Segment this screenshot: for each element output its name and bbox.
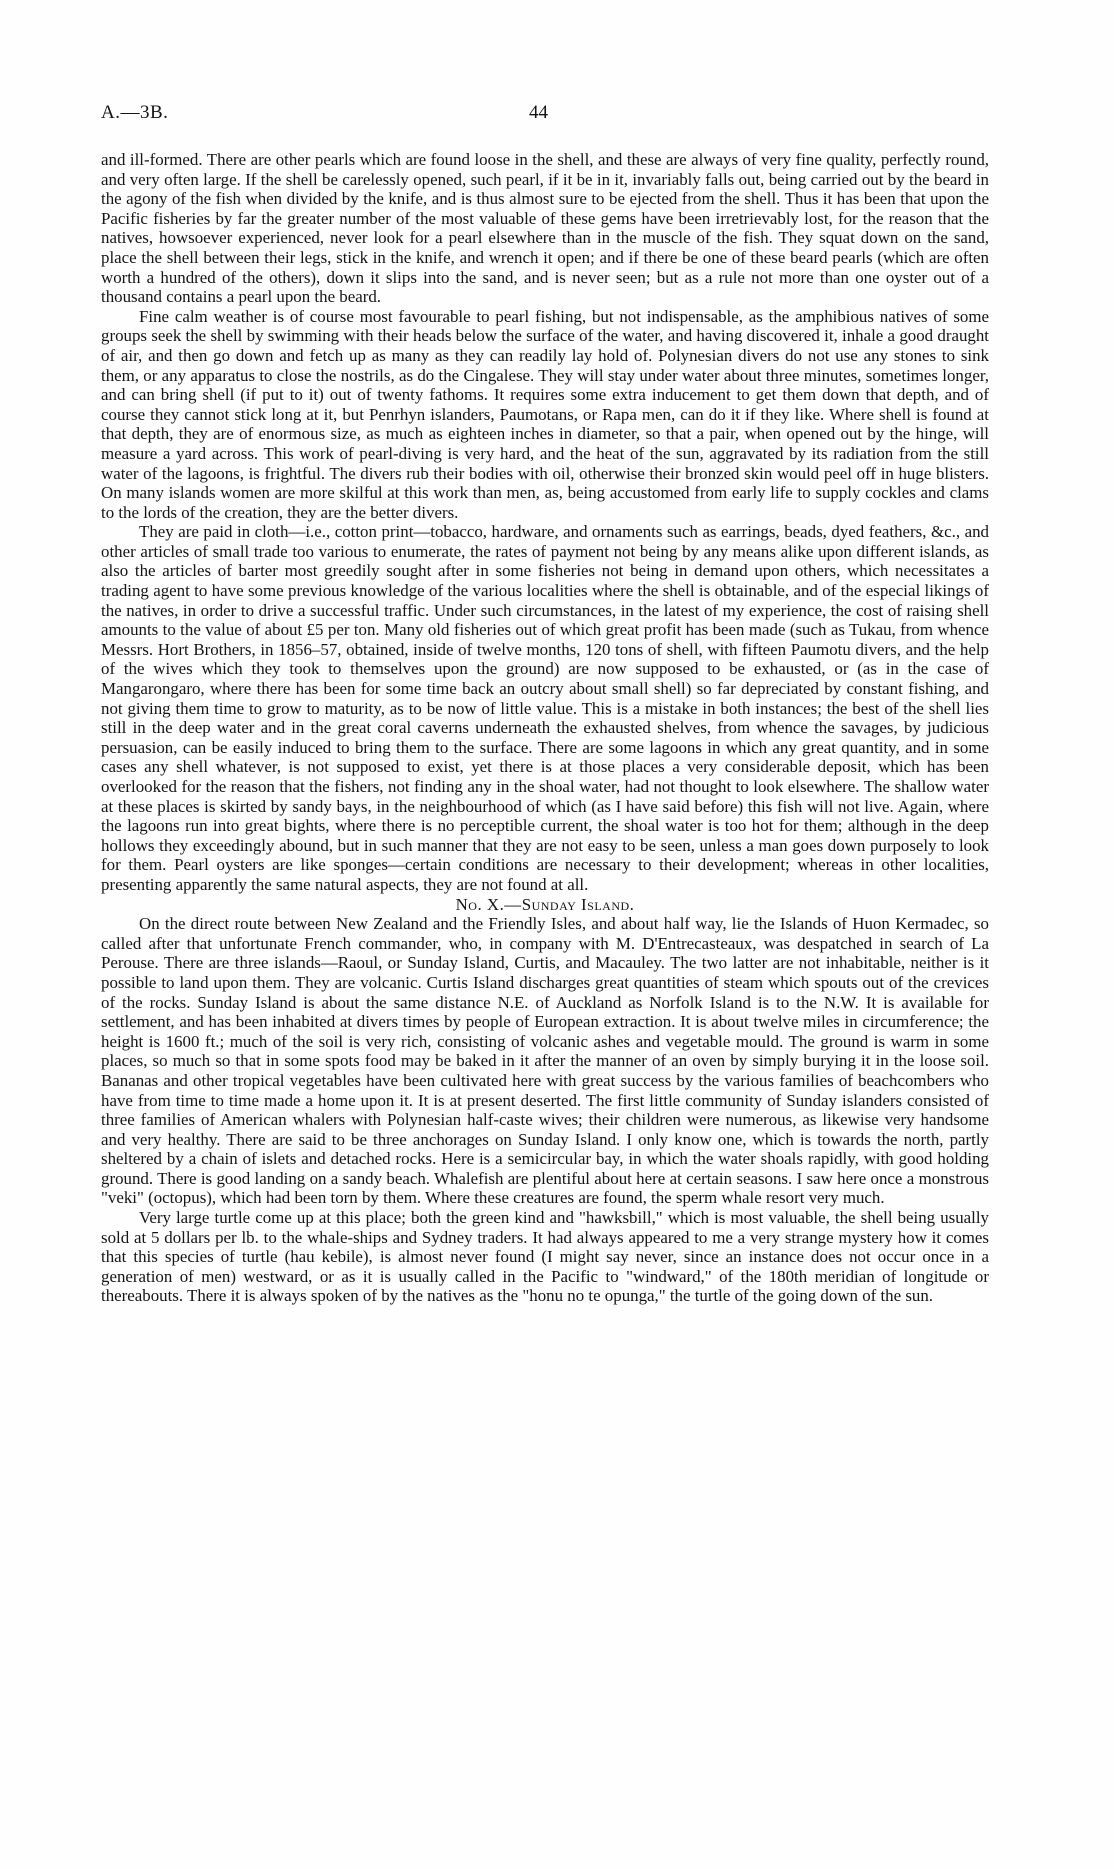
document-reference: A.—3B. — [101, 102, 169, 123]
body-text — [101, 150, 989, 1306]
section-title: No. X.—Sunday Island. — [455, 894, 635, 914]
paragraph: Very large turtle come up at this place; both the green kind and "hawksbill," which is most valuable, the shell being usually sold at 5 dollars per lb. to the whale-ships and Sydney traders. It had always appeared to me a very strange mystery how it comes that this species of turtle (hau kebile), is almost never found (I might say never, since an instance does not occur once in a generation of men) westward, or as it is usually called in the Pacific to "windward," of the 180th meridian of longitude or thereabouts. There it is always spoken of by the natives as the "honu no te opunga," the turtle of the going down of the sun. — [101, 1208, 989, 1306]
page-number: 44 — [529, 102, 548, 123]
page-header — [101, 102, 1001, 130]
paragraph: Fine calm weather is of course most favourable to pearl fishing, but not indispensable, as the amphibious natives of some groups seek the shell by swimming with their heads below the surface of the water, and having discovered it, inhale a good draught of air, and then go down and fetch up as many as they can readily lay hold of. Polynesian divers do not use any stones to sink them, or any apparatus to close the nostrils, as do the Cingalese. They will stay under water about three minutes, sometimes longer, and can bring shell (if put to it) out of twenty fathoms. It requires some extra inducement to get them down that depth, and of course they cannot stick long at it, but Penrhyn islanders, Paumotans, or Rapa men, can do it if they like. Where shell is found at that depth, they are of enormous size, as much as eighteen inches in diameter, so that a pair, when opened out by the hinge, will measure a yard across. This work of pearl-diving is very hard, and the heat of the sun, aggravated by its radiation from the still water of the lagoons, is frightful. The divers rub their bodies with oil, otherwise their bronzed skin would peel off in huge blisters. On many islands women are more skilful at this work than men, as, being accustomed from early life to supply cockles and clams to the lords of the creation, they are the better divers. — [101, 306, 989, 522]
paragraph: and ill-formed. There are other pearls which are found loose in the shell, and these are always of very fine quality, perfectly round, and very often large. If the shell be carelessly opened, such pearl, if it be in it, invariably falls out, being carried out by the beard in the agony of the fish when divided by the knife, and is thus almost sure to be ejected from the shell. Thus it has been that upon the Pacific fisheries by far the greater number of the most valuable of these gems have been irretrievably lost, for the reason that the natives, howsoever experienced, never look for a pearl elsewhere than in the muscle of the fish. They squat down on the sand, place the shell between their legs, stick in the knife, and wrench it open; and if there be one of these beard pearls (which are often worth a hundred of the others), down it slips into the sand, and is never seen; but as a rule not more than one oyster out of a thousand contains a pearl upon the beard. — [101, 150, 989, 307]
paragraph: On the direct route between New Zealand and the Friendly Isles, and about half way, lie the Islands of Huon Kermadec, so called after that unfortunate French commander, who, in company with M. D'Entrecasteaux, was despatched in search of La Perouse. There are three islands—Raoul, or Sunday Island, Curtis, and Macauley. The two latter are not inhabitable, neither is it possible to land upon them. They are volcanic. Curtis Island discharges great quantities of steam which spouts out of the crevices of the rocks. Sunday Island is about the same distance N.E. of Auckland as Norfolk Island is to the N.W. It is available for settlement, and has been inhabited at divers times by people of European extraction. It is about twelve miles in circumference; the height is 1600 ft.; much of the soil is very rich, consisting of volcanic ashes and vegetable mould. The ground is warm in some places, so much so that in some spots food may be baked in it after the manner of an oven by simply burying it in the loose soil. Bananas and other tropical vegetables have been cultivated here with great success by the various families of beachcombers who have from time to time made a home upon it. It is at present deserted. The first little community of Sunday islanders consisted of three families of American whalers with Polynesian half-caste wives; their children were numerous, as likewise very handsome and very healthy. There are said to be three anchorages on Sunday Island. I only know one, which is towards the north, partly sheltered by a chain of islets and detached rocks. Here is a semicircular bay, in which the water shoals rapidly, with good holding ground. There is good landing on a sandy beach. Whalefish are plentiful about here at certain seasons. I saw here once a monstrous "veki" (octopus), which had been torn by them. Where these creatures are found, the sperm whale resort very much. — [101, 914, 989, 1208]
paragraph: They are paid in cloth—i.e., cotton print—tobacco, hardware, and ornaments such as earrings, beads, dyed feathers, &c., and other articles of small trade too various to enumerate, the rates of payment not being by any means alike upon different islands, as also the articles of barter most greedily sought after in some fisheries not being in demand upon others, which necessitates a trading agent to have some previous knowledge of the various localities where the shell is obtainable, and of the especial likings of the natives, in order to drive a successful traffic. Under such circumstances, in the latest of my experience, the cost of raising shell amounts to the value of about £5 per ton. Many old fisheries out of which great profit has been made (such as Tukau, from whence Messrs. Hort Brothers, in 1856–57, obtained, inside of twelve months, 120 tons of shell, with fifteen Paumotu divers, and the help of the wives which they took to themselves upon the ground) are now supposed to be exhausted, or (as in the case of Mangarongaro, where there has been for some time back an outcry about small shell) so far depreciated by constant fishing, and not giving them time to grow to maturity, as to be now of little value. This is a mistake in both instances; the best of the shell lies still in the deep water and in the great coral caverns underneath the exhausted shelves, from whence the savages, by judicious persuasion, can be easily induced to bring them to the surface. There are some lagoons in which any great quantity, and in some cases any shell whatever, is not supposed to exist, yet there is at those places a very considerable deposit, which has been overlooked for the reason that the fishers, not finding any in the shoal water, had not thought to look elsewhere. The shallow water at these places is skirted by sandy bays, in the neighbourhood of which (as I have said before) this fish will not live. Again, where the lagoons run into great bights, where there is no perceptible current, the shoal water is too hot for them; although in the deep hollows they exceedingly abound, but in such manner that they are not easy to be seen, unless a man goes down purposely to look for them. Pearl oysters are like sponges—certain conditions are necessary to their development; whereas in other localities, presenting apparently the same natural aspects, they are not found at all. — [101, 522, 989, 894]
